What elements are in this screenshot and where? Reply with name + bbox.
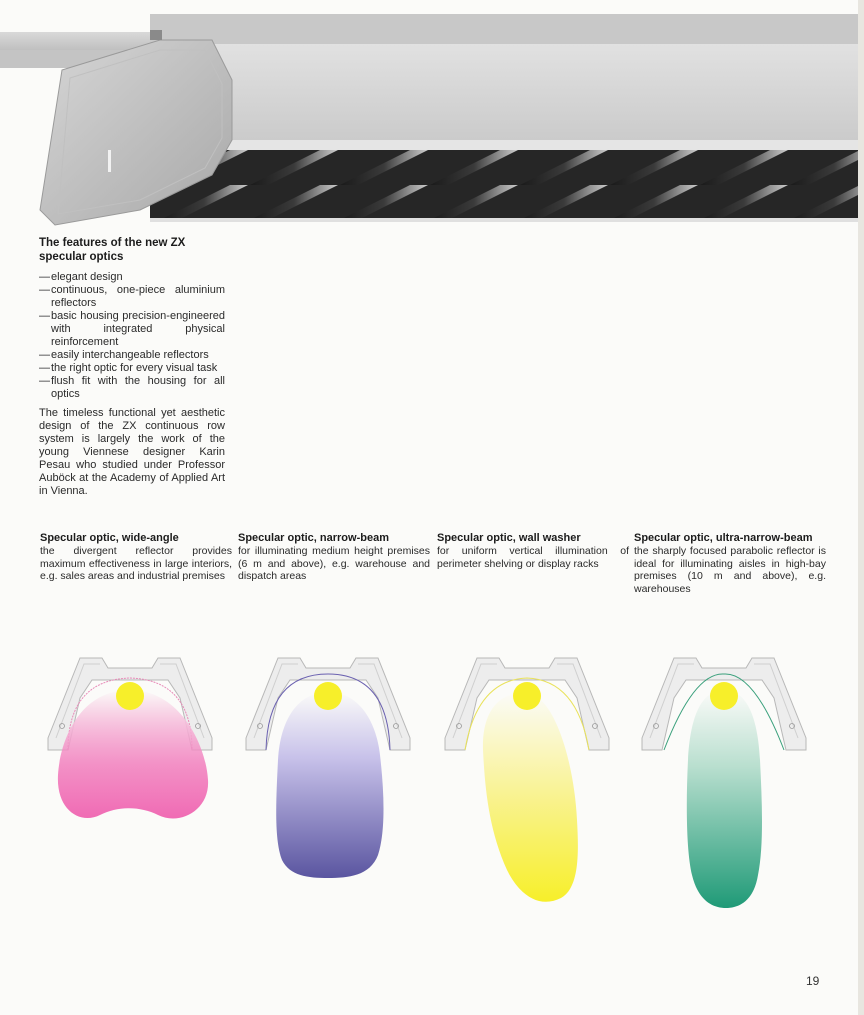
optic-ultra-narrow-beam-caption bbox=[634, 532, 826, 595]
optic-description: the divergent reflector provides maximum effectiveness in large interiors, e.g. sales areas and industrial premises bbox=[40, 545, 232, 582]
wall-washer-distribution-diagram bbox=[437, 650, 617, 920]
optic-wide-angle-caption bbox=[40, 532, 232, 583]
optic-title: Specular optic, ultra-narrow-beam bbox=[634, 532, 813, 544]
list-item: — flush fit with the housing for all optics bbox=[39, 375, 225, 401]
list-item: — elegant design bbox=[39, 271, 225, 284]
intro-section bbox=[39, 236, 225, 498]
list-item: — easily interchangeable reflectors bbox=[39, 349, 225, 362]
narrow-beam-distribution-diagram bbox=[238, 650, 418, 920]
ultra-narrow-beam-distribution-diagram bbox=[634, 650, 814, 920]
features-list bbox=[39, 271, 225, 401]
light-beam bbox=[483, 692, 578, 902]
features-heading-line2: specular optics bbox=[39, 251, 124, 263]
optic-title: Specular optic, wall washer bbox=[437, 532, 581, 544]
list-item: — basic housing precision-engineered with integrated physical reinforcement bbox=[39, 310, 225, 349]
optic-description: for uniform vertical illumination of perimeter shelving or display racks bbox=[437, 545, 629, 570]
light-beam bbox=[687, 690, 762, 908]
light-beam bbox=[276, 692, 383, 878]
page-edge bbox=[858, 0, 864, 1015]
lamp-icon bbox=[314, 682, 342, 710]
lamp-icon bbox=[116, 682, 144, 710]
optic-description: the sharply focused parabolic reflector is ideal for illuminating aisles in high-bay premises (10 m and above), e.g. warehouses bbox=[634, 545, 826, 595]
designer-paragraph: The timeless functional yet aesthetic design of the ZX continuous row system is largely the work of the young Viennese designer Karin Pesau who studied under Professor Auböck at the Academy of Applied Art in Vienna. bbox=[39, 407, 225, 497]
list-item: — continuous, one-piece aluminium reflectors bbox=[39, 284, 225, 310]
wide-angle-distribution-diagram bbox=[40, 650, 220, 920]
list-item: — the right optic for every visual task bbox=[39, 362, 225, 375]
page-number: 19 bbox=[806, 974, 820, 988]
luminaire-photo bbox=[0, 0, 864, 232]
optic-title: Specular optic, wide-angle bbox=[40, 532, 179, 544]
lamp-icon bbox=[710, 682, 738, 710]
lamp-icon bbox=[513, 682, 541, 710]
optic-title: Specular optic, narrow-beam bbox=[238, 532, 389, 544]
optic-wall-washer-caption bbox=[437, 532, 629, 570]
optic-description: for illuminating medium height premises (6 m and above), e.g. warehouse and dispatch areas bbox=[238, 545, 430, 582]
optic-narrow-beam-caption bbox=[238, 532, 430, 583]
features-heading bbox=[39, 236, 225, 264]
features-heading-line1: The features of the new ZX bbox=[39, 237, 186, 249]
